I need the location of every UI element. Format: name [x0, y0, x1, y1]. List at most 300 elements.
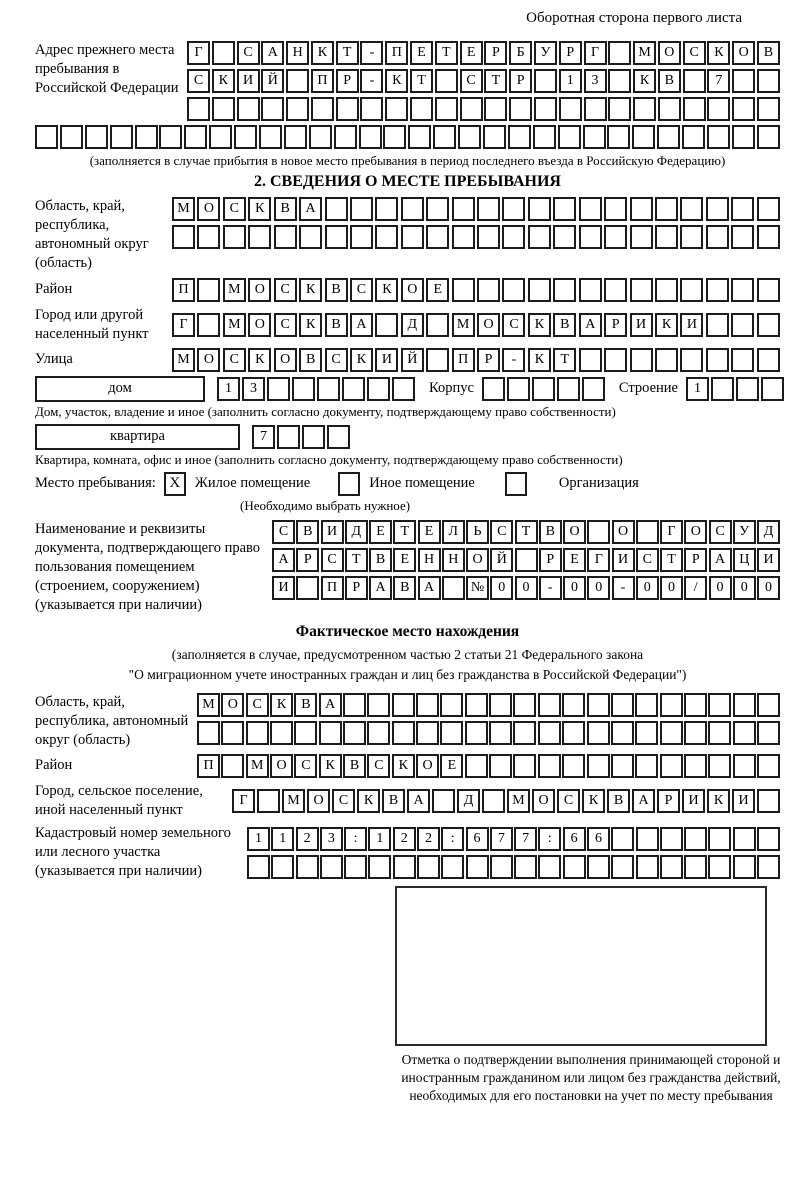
form-cell: О	[684, 520, 707, 544]
form-cell: В	[382, 789, 405, 813]
form-cell	[440, 693, 463, 717]
form-cell: Ь	[466, 520, 489, 544]
form-cell	[562, 693, 585, 717]
form-cell	[261, 97, 284, 121]
form-cell: Р	[509, 69, 532, 93]
form-cell: 7	[707, 69, 730, 93]
apartment-row	[35, 424, 780, 450]
confirmation-stamp-area	[395, 886, 787, 1106]
form-cell	[350, 225, 373, 249]
form-cell: В	[607, 789, 630, 813]
form-cell: Д	[757, 520, 780, 544]
actual-region-block	[35, 693, 780, 750]
form-cell: С	[636, 548, 659, 572]
form-cell: М	[452, 313, 475, 337]
form-cell: М	[172, 348, 195, 372]
form-cell	[385, 97, 408, 121]
form-cell	[508, 125, 531, 149]
organization-checkbox	[505, 472, 527, 496]
form-cell	[731, 197, 754, 221]
form-cell: А	[632, 789, 655, 813]
form-cell	[757, 789, 780, 813]
region-row-2	[172, 225, 780, 249]
form-cell: К	[248, 348, 271, 372]
section2-title: 2. СВЕДЕНИЯ О МЕСТЕ ПРЕБЫВАНИЯ	[254, 173, 561, 190]
form-cell: И	[237, 69, 260, 93]
form-cell: 0	[636, 576, 659, 600]
form-cell: 1	[271, 827, 294, 851]
form-cell: 3	[584, 69, 607, 93]
form-cell	[707, 125, 730, 149]
confirmation-stamp-note: Отметка о подтверждении выполнения принимающей стороной и иностранным гражданином или лицом без гражданства действий, необходимых для его постановки на учет по месту пребывания	[401, 1051, 781, 1103]
form-cell	[135, 125, 158, 149]
form-cell: 6	[466, 827, 489, 851]
form-cell: 1	[247, 827, 270, 851]
form-cell: С	[223, 197, 246, 221]
form-cell	[584, 97, 607, 121]
confirmation-stamp-box	[395, 886, 767, 1046]
other-premises-label: Иное помещение	[369, 475, 475, 492]
form-cell	[294, 721, 317, 745]
form-cell	[507, 377, 530, 401]
prev-address-overflow-row	[35, 125, 780, 149]
form-cell	[383, 125, 406, 149]
form-cell: М	[223, 313, 246, 337]
form-cell	[401, 225, 424, 249]
form-cell	[733, 754, 756, 778]
form-cell	[271, 855, 294, 879]
form-cell	[636, 520, 659, 544]
form-cell	[317, 377, 340, 401]
form-cell	[197, 313, 220, 337]
form-cell	[528, 278, 551, 302]
form-cell: Й	[261, 69, 284, 93]
actual-region-row-1	[197, 693, 780, 717]
form-cell	[221, 721, 244, 745]
form-cell: О	[248, 278, 271, 302]
form-cell	[197, 225, 220, 249]
form-cell	[711, 377, 734, 401]
form-cell: 0	[587, 576, 610, 600]
form-cell: К	[528, 348, 551, 372]
form-cell	[509, 97, 532, 121]
form-cell: О	[248, 313, 271, 337]
form-cell	[296, 576, 319, 600]
form-cell	[528, 197, 551, 221]
form-cell: В	[757, 41, 780, 65]
form-cell: К	[299, 278, 322, 302]
form-cell: Р	[484, 41, 507, 65]
form-cell: Р	[539, 548, 562, 572]
form-cell	[482, 377, 505, 401]
form-cell	[441, 855, 464, 879]
actual-district-row	[197, 754, 780, 778]
form-cell	[435, 97, 458, 121]
form-cell	[757, 278, 780, 302]
actual-location-note-2: "О миграционном учете иностранных граждан и лиц без гражданства в Российской Федерации")	[128, 666, 687, 682]
stay-place-row	[35, 472, 780, 496]
prev-address-row-2	[187, 69, 780, 93]
form-cell	[587, 754, 610, 778]
form-cell	[557, 377, 580, 401]
form-cell: 1	[217, 377, 240, 401]
form-cell: С	[709, 520, 732, 544]
form-cell	[221, 754, 244, 778]
form-cell: М	[197, 693, 220, 717]
form-cell: А	[709, 548, 732, 572]
form-cell: 6	[587, 827, 610, 851]
form-cell	[513, 693, 536, 717]
form-cell	[392, 721, 415, 745]
form-cell	[309, 125, 332, 149]
form-cell	[502, 225, 525, 249]
form-cell	[633, 97, 656, 121]
form-cell: И	[630, 313, 653, 337]
city-label: Город или другой населенный пункт	[35, 306, 149, 342]
form-cell	[757, 721, 780, 745]
form-cell	[587, 693, 610, 717]
form-cell: :	[344, 827, 367, 851]
form-cell: 6	[563, 827, 586, 851]
form-cell: -	[539, 576, 562, 600]
actual-city-label: Город, сельское поселение, иной населенный пункт	[35, 782, 203, 818]
form-cell: К	[707, 789, 730, 813]
structure-cells	[686, 377, 784, 401]
actual-region-cell-rows	[197, 693, 780, 750]
form-cell	[733, 855, 756, 879]
form-cell: :	[441, 827, 464, 851]
form-cell	[611, 855, 634, 879]
form-cell: Т	[393, 520, 416, 544]
house-note: Дом, участок, владение и иное (заполнить согласно документу, подтверждающему право собственности)	[35, 403, 616, 419]
actual-district-block	[35, 754, 780, 778]
form-cell: С	[683, 41, 706, 65]
form-cell	[248, 225, 271, 249]
form-cell	[367, 693, 390, 717]
document-row-3	[272, 576, 780, 600]
form-cell	[604, 225, 627, 249]
actual-city-block	[35, 782, 780, 820]
form-cell: О	[401, 278, 424, 302]
district-block	[35, 278, 780, 302]
form-cell	[608, 97, 631, 121]
form-cell	[247, 855, 270, 879]
form-cell	[477, 225, 500, 249]
form-cell: С	[332, 789, 355, 813]
form-cell: Т	[336, 41, 359, 65]
form-cell	[706, 278, 729, 302]
form-cell	[416, 721, 439, 745]
form-cell: Д	[457, 789, 480, 813]
form-cell	[604, 348, 627, 372]
form-cell	[684, 754, 707, 778]
house-number-cells	[217, 377, 415, 401]
form-cell: С	[274, 278, 297, 302]
form-cell: К	[350, 348, 373, 372]
form-cell: А	[418, 576, 441, 600]
form-cell	[257, 789, 280, 813]
form-cell: П	[321, 576, 344, 600]
form-cell	[660, 827, 683, 851]
form-cell: -	[502, 348, 525, 372]
form-cell	[440, 721, 463, 745]
form-cell: А	[272, 548, 295, 572]
form-cell: К	[319, 754, 342, 778]
form-cell	[477, 278, 500, 302]
form-cell	[489, 693, 512, 717]
form-cell: С	[274, 313, 297, 337]
form-cell: К	[655, 313, 678, 337]
form-cell: Н	[286, 41, 309, 65]
form-cell	[732, 125, 755, 149]
form-cell	[342, 377, 365, 401]
form-cell	[426, 225, 449, 249]
form-cell	[85, 125, 108, 149]
form-cell	[452, 225, 475, 249]
form-cell	[299, 225, 322, 249]
form-cell: У	[733, 520, 756, 544]
form-cell	[212, 97, 235, 121]
form-cell	[442, 576, 465, 600]
form-cell: П	[385, 41, 408, 65]
form-cell: У	[534, 41, 557, 65]
form-cell	[452, 197, 475, 221]
form-cell: Р	[477, 348, 500, 372]
form-cell: Е	[460, 41, 483, 65]
prev-address-row-1	[187, 41, 780, 65]
cadastral-cell-rows	[247, 827, 780, 879]
form-cell	[680, 348, 703, 372]
form-cell	[538, 754, 561, 778]
street-label: Улица	[35, 351, 73, 368]
form-cell	[684, 827, 707, 851]
form-cell	[187, 97, 210, 121]
form-cell	[426, 313, 449, 337]
form-cell	[731, 313, 754, 337]
form-cell: В	[553, 313, 576, 337]
form-cell	[680, 278, 703, 302]
form-cell: О	[307, 789, 330, 813]
form-cell: И	[732, 789, 755, 813]
form-cell	[587, 721, 610, 745]
form-cell: №	[466, 576, 489, 600]
form-cell: 2	[393, 827, 416, 851]
form-cell: 7	[514, 827, 537, 851]
form-cell	[292, 377, 315, 401]
form-cell: С	[321, 548, 344, 572]
form-cell	[296, 855, 319, 879]
form-cell	[660, 754, 683, 778]
form-cell: О	[274, 348, 297, 372]
form-cell	[538, 721, 561, 745]
form-cell	[562, 721, 585, 745]
form-cell	[223, 225, 246, 249]
form-cell	[534, 69, 557, 93]
form-cell	[375, 225, 398, 249]
form-cell	[538, 693, 561, 717]
form-cell	[334, 125, 357, 149]
form-cell: Т	[660, 548, 683, 572]
form-cell: А	[319, 693, 342, 717]
form-cell: С	[246, 693, 269, 717]
region-row-1	[172, 197, 780, 221]
form-cell	[684, 855, 707, 879]
actual-location-title: Фактическое место нахождения	[295, 623, 520, 641]
form-cell	[733, 693, 756, 717]
form-cell	[484, 97, 507, 121]
form-cell: 7	[252, 425, 275, 449]
form-cell	[630, 278, 653, 302]
street-block	[35, 348, 780, 372]
form-cell	[757, 197, 780, 221]
form-cell	[159, 125, 182, 149]
cadastral-row-1	[247, 827, 780, 851]
form-cell	[426, 348, 449, 372]
form-cell	[579, 225, 602, 249]
form-cell: О	[612, 520, 635, 544]
form-cell	[375, 313, 398, 337]
form-cell	[630, 225, 653, 249]
form-cell: Г	[660, 520, 683, 544]
form-cell	[731, 225, 754, 249]
form-cell	[680, 225, 703, 249]
form-cell	[731, 348, 754, 372]
prev-address-cell-rows	[187, 41, 780, 121]
form-cell: 1	[686, 377, 709, 401]
form-cell	[657, 125, 680, 149]
form-cell	[502, 278, 525, 302]
form-cell	[197, 278, 220, 302]
form-cell	[684, 693, 707, 717]
form-cell: -	[360, 69, 383, 93]
form-cell: Н	[442, 548, 465, 572]
form-cell: А	[261, 41, 284, 65]
form-cell	[708, 693, 731, 717]
form-cell	[435, 69, 458, 93]
form-cell: Т	[484, 69, 507, 93]
form-cell	[684, 721, 707, 745]
form-cell	[682, 125, 705, 149]
form-cell	[608, 41, 631, 65]
form-cell: -	[360, 41, 383, 65]
form-cell	[630, 348, 653, 372]
form-cell	[761, 377, 784, 401]
form-cell: В	[325, 313, 348, 337]
form-cell	[172, 225, 195, 249]
form-cell: С	[294, 754, 317, 778]
form-cell: К	[270, 693, 293, 717]
form-cell	[706, 348, 729, 372]
form-cell: П	[311, 69, 334, 93]
form-cell: О	[197, 197, 220, 221]
form-cell: Е	[393, 548, 416, 572]
form-cell	[267, 377, 290, 401]
form-cell: К	[633, 69, 656, 93]
form-cell	[417, 855, 440, 879]
form-cell	[237, 97, 260, 121]
form-cell	[416, 693, 439, 717]
form-cell	[636, 827, 659, 851]
actual-region-row-2	[197, 721, 780, 745]
form-cell: О	[416, 754, 439, 778]
form-cell: К	[582, 789, 605, 813]
form-cell	[635, 693, 658, 717]
form-cell: А	[579, 313, 602, 337]
form-cell: В	[296, 520, 319, 544]
form-cell	[757, 225, 780, 249]
form-cell	[736, 377, 759, 401]
form-cell: И	[375, 348, 398, 372]
form-cell: Й	[490, 548, 513, 572]
form-cell: 3	[320, 827, 343, 851]
form-cell	[706, 313, 729, 337]
form-cell	[587, 520, 610, 544]
form-cell: С	[350, 278, 373, 302]
form-cell: Р	[296, 548, 319, 572]
form-cell: С	[223, 348, 246, 372]
form-cell	[583, 125, 606, 149]
form-cell: П	[452, 348, 475, 372]
form-cell: С	[272, 520, 295, 544]
form-cell	[184, 125, 207, 149]
form-cell: А	[350, 313, 373, 337]
form-cell	[707, 97, 730, 121]
form-cell	[611, 754, 634, 778]
form-cell	[325, 197, 348, 221]
form-cell: 3	[242, 377, 265, 401]
form-cell	[483, 125, 506, 149]
form-cell	[359, 125, 382, 149]
form-cell: С	[237, 41, 260, 65]
form-cell	[477, 197, 500, 221]
actual-location-note-1: (заполняется в случае, предусмотренном частью 2 статьи 21 Федерального закона	[171, 647, 644, 663]
form-cell: :	[538, 827, 561, 851]
form-cell	[197, 721, 220, 745]
form-cell	[110, 125, 133, 149]
form-cell	[274, 225, 297, 249]
form-cell	[559, 97, 582, 121]
form-cell	[234, 125, 257, 149]
form-cell	[635, 721, 658, 745]
form-cell	[538, 855, 561, 879]
form-cell: П	[172, 278, 195, 302]
form-cell	[708, 721, 731, 745]
form-cell	[302, 425, 325, 449]
form-cell: 0	[757, 576, 780, 600]
prev-address-label: Адрес прежнего места пребывания в Российской Федерации	[35, 42, 179, 97]
form-cell	[660, 693, 683, 717]
form-cell: М	[507, 789, 530, 813]
form-cell	[528, 225, 551, 249]
form-cell: 0	[490, 576, 513, 600]
form-cell: В	[539, 520, 562, 544]
form-cell	[392, 377, 415, 401]
form-cell	[708, 827, 731, 851]
form-cell	[452, 278, 475, 302]
form-cell	[320, 855, 343, 879]
form-cell: Т	[553, 348, 576, 372]
apartment-number-cells	[252, 425, 350, 449]
form-cell	[466, 855, 489, 879]
cadastral-block	[35, 824, 780, 881]
form-cell: 0	[660, 576, 683, 600]
cadastral-label: Кадастровый номер земельного или лесного участка (указывается при наличии)	[35, 825, 231, 880]
form-cell: М	[246, 754, 269, 778]
form-cell	[513, 721, 536, 745]
form-cell: О	[270, 754, 293, 778]
form-cell: Л	[442, 520, 465, 544]
form-cell	[731, 278, 754, 302]
